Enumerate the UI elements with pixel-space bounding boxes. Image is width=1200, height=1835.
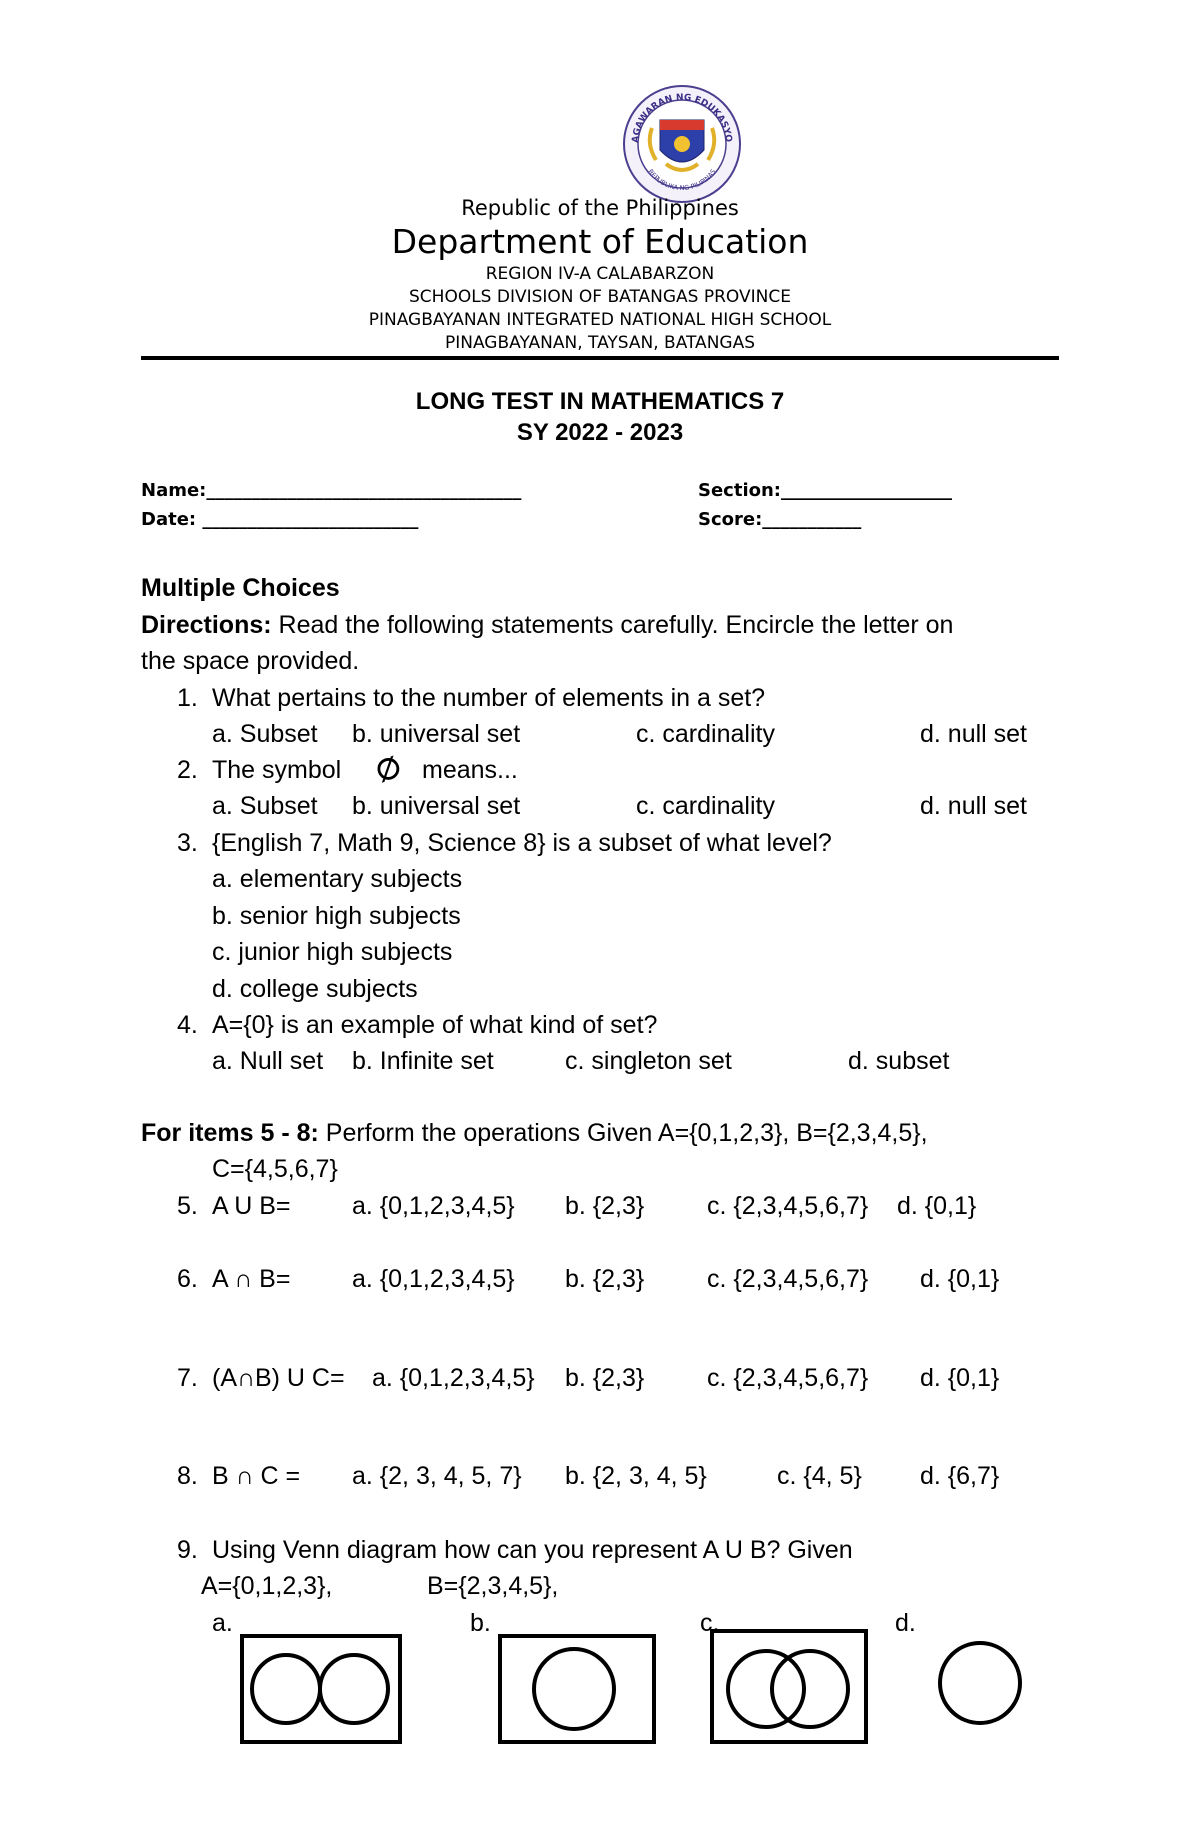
venn-diagram-a[interactable] — [240, 1634, 402, 1744]
question-text: Using Venn diagram how can you represent A U B? Given — [212, 1536, 853, 1564]
choice-d[interactable]: d. {6,7} — [920, 1462, 1000, 1490]
question-text-end: means... — [422, 756, 518, 784]
region-line: REGION IV-A CALABARZON — [485, 264, 715, 284]
question-number: 1. — [177, 684, 198, 712]
question-number: 3. — [177, 829, 198, 857]
choice-c[interactable]: c. cardinality — [636, 720, 775, 748]
choice-a[interactable]: a. elementary subjects — [212, 865, 463, 893]
operations-label: For items 5 - 8: — [141, 1119, 319, 1147]
choice-d-label[interactable]: d. — [895, 1609, 916, 1637]
choice-b[interactable]: b. {2,3} — [565, 1364, 645, 1392]
department-title: Department of Education — [391, 222, 809, 261]
choice-b-label[interactable]: b. — [470, 1609, 491, 1637]
empty-set-symbol: ∅ — [371, 750, 407, 790]
choice-b[interactable]: b. senior high subjects — [212, 902, 461, 930]
choice-c[interactable]: c. {2,3,4,5,6,7} — [707, 1364, 869, 1392]
svg-text:REPUBLIKA NG PILIPINAS: REPUBLIKA NG PILIPINAS — [646, 167, 718, 193]
question-text: What pertains to the number of elements in a set? — [212, 684, 766, 712]
question-text: A={0} is an example of what kind of set? — [212, 1011, 658, 1039]
question-text: {English 7, Math 9, Science 8} is a subset of what level? — [212, 829, 832, 857]
score-field[interactable]: Score:___________ — [698, 509, 862, 530]
operation-expression: A ∩ B= — [212, 1265, 291, 1293]
directions-line-2: the space provided. — [141, 647, 360, 675]
choice-b[interactable]: b. {2,3} — [565, 1265, 645, 1293]
choice-b[interactable]: b. {2,3} — [565, 1192, 645, 1220]
question-number: 9. — [177, 1536, 198, 1564]
choice-c[interactable]: c. {2,3,4,5,6,7} — [707, 1192, 869, 1220]
republic-line: Republic of the Philippines — [461, 196, 739, 220]
section-heading: Multiple Choices — [141, 574, 340, 602]
choice-d[interactable]: d. college subjects — [212, 975, 418, 1003]
set-a-definition: A={0,1,2,3}, — [201, 1572, 333, 1600]
school-year: SY 2022 - 2023 — [516, 419, 684, 446]
question-text: The symbol — [212, 756, 342, 784]
address-line: PINAGBAYANAN, TAYSAN, BATANGAS — [444, 333, 756, 353]
test-title: LONG TEST IN MATHEMATICS 7 — [415, 388, 785, 415]
question-number: 2. — [177, 756, 198, 784]
choice-d[interactable]: d. {0,1} — [920, 1364, 1000, 1392]
question-number: 6. — [177, 1265, 198, 1293]
deped-seal — [618, 77, 742, 204]
operation-expression: A U B= — [212, 1192, 291, 1220]
choice-b[interactable]: b. {2, 3, 4, 5} — [565, 1462, 707, 1490]
choice-d[interactable]: d. subset — [848, 1047, 950, 1075]
choice-d[interactable]: d. {0,1} — [920, 1265, 1000, 1293]
set-b-definition: B={2,3,4,5}, — [427, 1572, 559, 1600]
name-field[interactable]: Name:___________________________________ — [141, 480, 522, 501]
header-divider — [141, 356, 1059, 360]
choice-a[interactable]: a. Null set — [212, 1047, 324, 1075]
venn-diagram-b[interactable] — [498, 1634, 656, 1744]
question-number: 4. — [177, 1011, 198, 1039]
operations-text: Perform the operations Given A={0,1,2,3}, B={2,3,4,5}, — [318, 1119, 928, 1147]
choice-b[interactable]: b. universal set — [352, 720, 521, 748]
section-field[interactable]: Section:___________________ — [698, 480, 952, 501]
choice-c[interactable]: c. cardinality — [636, 792, 775, 820]
choice-d[interactable]: d. {0,1} — [897, 1192, 977, 1220]
choice-c[interactable]: c. singleton set — [565, 1047, 732, 1075]
operations-text-2: C={4,5,6,7} — [212, 1155, 338, 1183]
venn-diagram-d[interactable] — [937, 1640, 1023, 1726]
date-field[interactable]: Date: ________________________ — [141, 509, 419, 530]
venn-diagram-c[interactable] — [710, 1629, 868, 1744]
directions-line-1 — [141, 611, 953, 640]
division-line: SCHOOLS DIVISION OF BATANGAS PROVINCE — [409, 287, 791, 307]
choice-b[interactable]: b. universal set — [352, 792, 521, 820]
choice-a[interactable]: a. {2, 3, 4, 5, 7} — [352, 1462, 522, 1490]
question-number: 5. — [177, 1192, 198, 1220]
choice-a-label[interactable]: a. — [212, 1609, 233, 1637]
choice-a[interactable]: a. Subset — [212, 792, 318, 820]
directions-text: Read the following statements carefully. Encircle the letter on — [271, 611, 954, 639]
choice-d[interactable]: d. null set — [920, 792, 1028, 820]
operation-expression: (A∩B) U C= — [212, 1364, 345, 1392]
question-number: 8. — [177, 1462, 198, 1490]
choice-a[interactable]: a. Subset — [212, 720, 318, 748]
choice-a[interactable]: a. {0,1,2,3,4,5} — [352, 1192, 515, 1220]
operations-instructions — [141, 1119, 928, 1148]
choice-c[interactable]: c. {2,3,4,5,6,7} — [707, 1265, 869, 1293]
choice-b[interactable]: b. Infinite set — [352, 1047, 494, 1075]
operation-expression: B ∩ C = — [212, 1462, 301, 1490]
choice-c-label[interactable]: c. — [700, 1609, 720, 1637]
question-number: 7. — [177, 1364, 198, 1392]
svg-text:KAGAWARAN NG EDUKASYON: KAGAWARAN NG EDUKASYON — [618, 77, 734, 144]
choice-c[interactable]: c. {4, 5} — [777, 1462, 862, 1490]
choice-d[interactable]: d. null set — [920, 720, 1028, 748]
directions-label: Directions: — [141, 611, 272, 639]
school-line: PINAGBAYANAN INTEGRATED NATIONAL HIGH SCHOOL — [368, 310, 832, 330]
choice-a[interactable]: a. {0,1,2,3,4,5} — [352, 1265, 515, 1293]
choice-a[interactable]: a. {0,1,2,3,4,5} — [372, 1364, 535, 1392]
choice-c[interactable]: c. junior high subjects — [212, 938, 453, 966]
